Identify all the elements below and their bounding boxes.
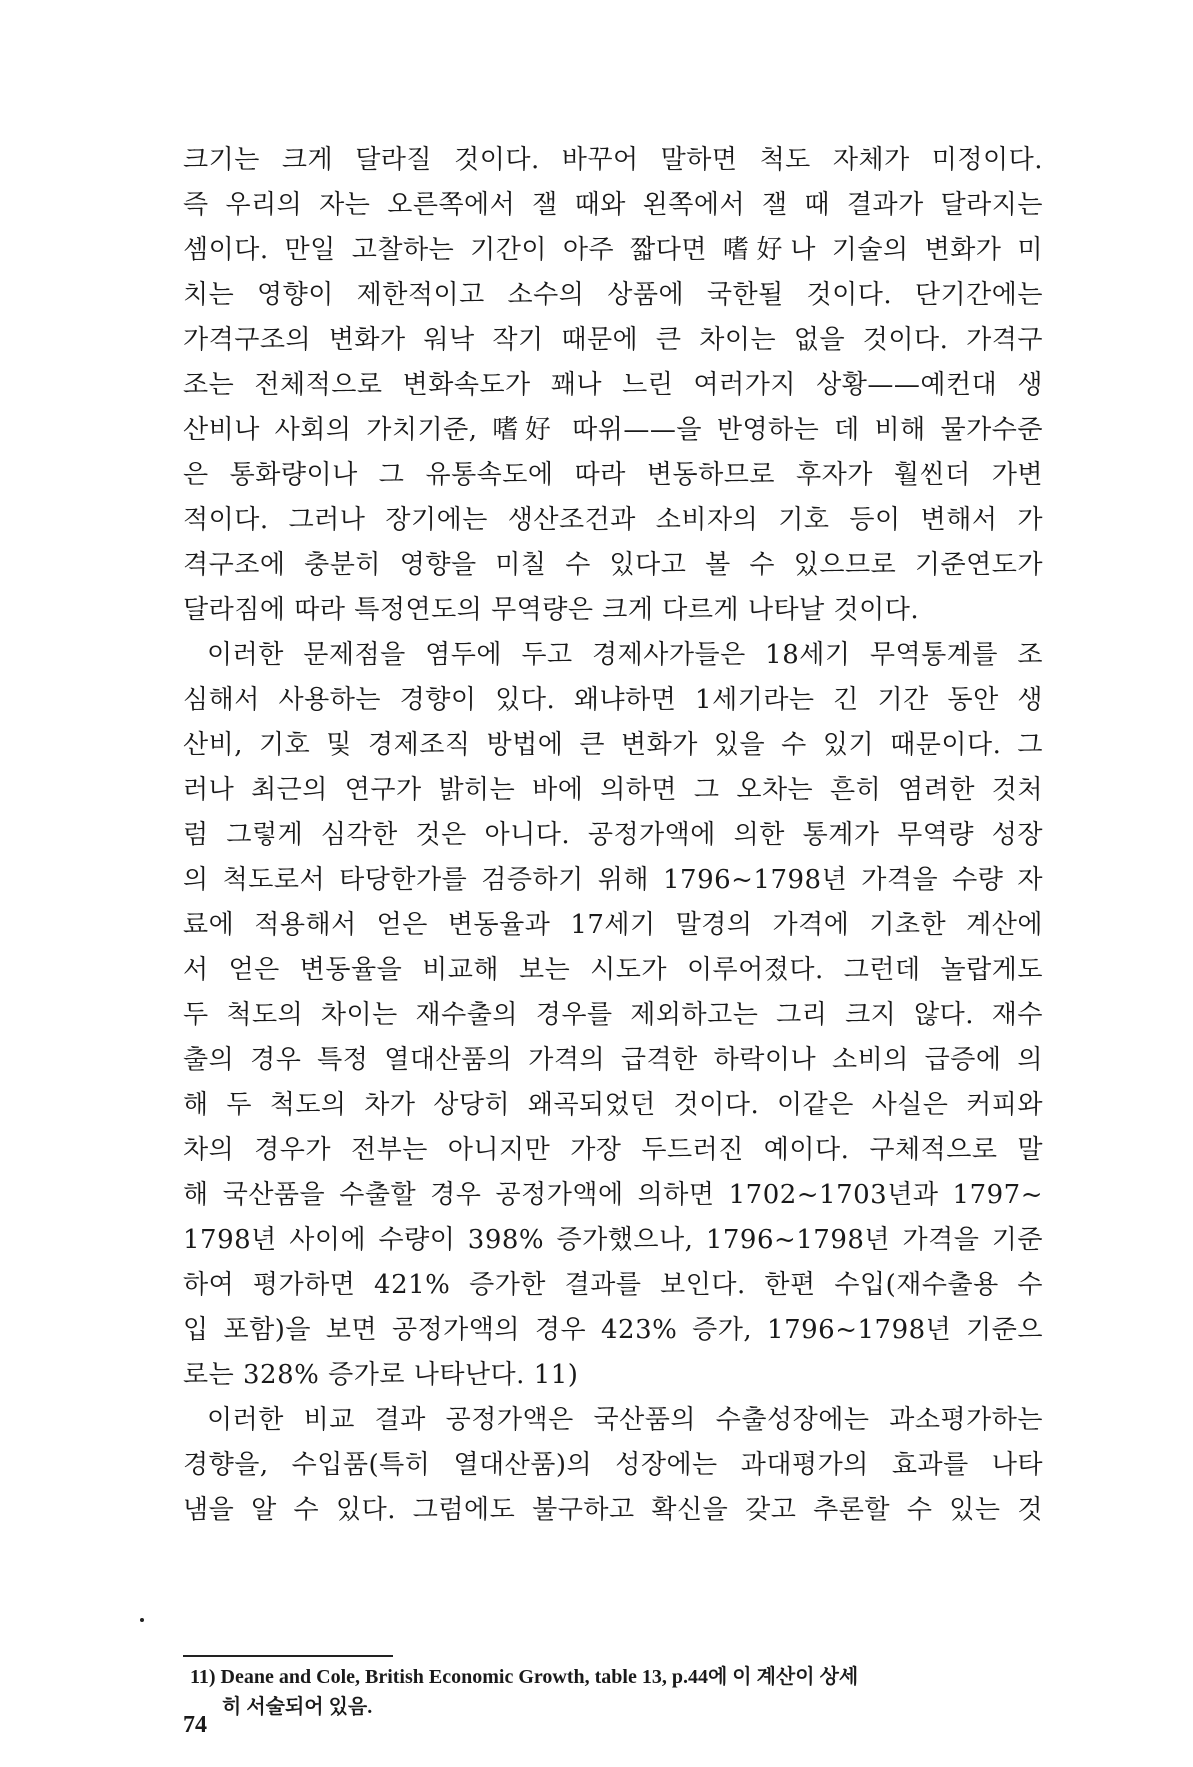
text-line: 산비, 기호 및 경제조직 방법에 큰 변화가 있을 수 있기 때문이다. 그 bbox=[183, 730, 1043, 760]
text-line: 냄을 알 수 있다. 그럼에도 불구하고 확신을 갖고 추론할 수 있는 것 bbox=[183, 1495, 1043, 1525]
text-line: 은 통화량이나 그 유통속도에 따라 변동하므로 후자가 훨씬더 가변 bbox=[183, 460, 1043, 490]
text-line: 이러한 비교 결과 공정가액은 국산품의 수출성장에는 과소평가하는 bbox=[207, 1405, 1043, 1435]
text-line: 해 국산품을 수출할 경우 공정가액에 의하면 1702~1703년과 1797~ bbox=[183, 1180, 1043, 1210]
text-line: 조는 전체적으로 변화속도가 꽤나 느린 여러가지 상황——예컨대 생 bbox=[183, 370, 1043, 400]
text-line: 두 척도의 차이는 재수출의 경우를 제외하고는 그리 크지 않다. 재수 bbox=[183, 1000, 1043, 1030]
text-line: 치는 영향이 제한적이고 소수의 상품에 국한될 것이다. 단기간에는 bbox=[183, 280, 1043, 310]
margin-mark bbox=[140, 1618, 144, 1622]
footnote-divider bbox=[183, 1655, 393, 1657]
text-line: 즉 우리의 자는 오른쪽에서 잴 때와 왼쪽에서 잴 때 결과가 달라지는 bbox=[183, 190, 1043, 220]
footnote-line: 11) Deane and Cole, British Economic Growth, table 13, p.44에 이 계산이 상세 bbox=[190, 1666, 859, 1688]
text-line: 격구조에 충분히 영향을 미칠 수 있다고 볼 수 있으므로 기준연도가 bbox=[183, 550, 1043, 580]
text-line: 럼 그렇게 심각한 것은 아니다. 공정가액에 의한 통계가 무역량 성장 bbox=[183, 820, 1043, 850]
text-line: 서 얻은 변동율을 비교해 보는 시도가 이루어졌다. 그런데 놀랍게도 bbox=[183, 955, 1043, 985]
text-line: 가격구조의 변화가 워낙 작기 때문에 큰 차이는 없을 것이다. 가격구 bbox=[183, 325, 1043, 355]
page-number: 74 bbox=[183, 1712, 207, 1738]
text-line: 로는 328% 증가로 나타난다. 11) bbox=[183, 1360, 579, 1390]
text-line: 입 포함)을 보면 공정가액의 경우 423% 증가, 1796~1798년 기준으 bbox=[183, 1315, 1043, 1345]
text-line: 셈이다. 만일 고찰하는 기간이 아주 짧다면 嗜好나 기술의 변화가 미 bbox=[183, 235, 1043, 265]
text-line: 적이다. 그러나 장기에는 생산조건과 소비자의 기호 등이 변해서 가 bbox=[183, 505, 1043, 535]
text-line: 경향을, 수입품(특히 열대산품)의 성장에는 과대평가의 효과를 나타 bbox=[183, 1450, 1043, 1480]
text-line: 산비나 사회의 가치기준, 嗜好 따위——을 반영하는 데 비해 물가수준 bbox=[183, 415, 1043, 445]
text-line: 이러한 문제점을 염두에 두고 경제사가들은 18세기 무역통계를 조 bbox=[207, 640, 1043, 670]
text-line: 1798년 사이에 수량이 398% 증가했으나, 1796~1798년 가격을 기준 bbox=[183, 1225, 1043, 1255]
text-line: 러나 최근의 연구가 밝히는 바에 의하면 그 오차는 흔히 염려한 것처 bbox=[183, 775, 1043, 805]
text-line: 출의 경우 특정 열대산품의 가격의 급격한 하락이나 소비의 급증에 의 bbox=[183, 1045, 1043, 1075]
text-line: 달라짐에 따라 특정연도의 무역량은 크게 다르게 나타날 것이다. bbox=[183, 595, 920, 625]
footnote-line: 히 서술되어 있음. bbox=[222, 1696, 373, 1718]
text-line: 의 척도로서 타당한가를 검증하기 위해 1796~1798년 가격을 수량 자 bbox=[183, 865, 1043, 895]
text-line: 심해서 사용하는 경향이 있다. 왜냐하면 1세기라는 긴 기간 동안 생 bbox=[183, 685, 1043, 715]
footnote bbox=[190, 1662, 1050, 1722]
text-line: 료에 적용해서 얻은 변동율과 17세기 말경의 가격에 기초한 계산에 bbox=[183, 910, 1043, 940]
text-line: 차의 경우가 전부는 아니지만 가장 두드러진 예이다. 구체적으로 말 bbox=[183, 1135, 1043, 1165]
text-line: 크기는 크게 달라질 것이다. 바꾸어 말하면 척도 자체가 미정이다. bbox=[183, 145, 1043, 175]
text-line: 하여 평가하면 421% 증가한 결과를 보인다. 한편 수입(재수출용 수 bbox=[183, 1270, 1043, 1300]
text-line: 해 두 척도의 차가 상당히 왜곡되었던 것이다. 이같은 사실은 커피와 bbox=[183, 1090, 1043, 1120]
body-text bbox=[183, 138, 1043, 1533]
